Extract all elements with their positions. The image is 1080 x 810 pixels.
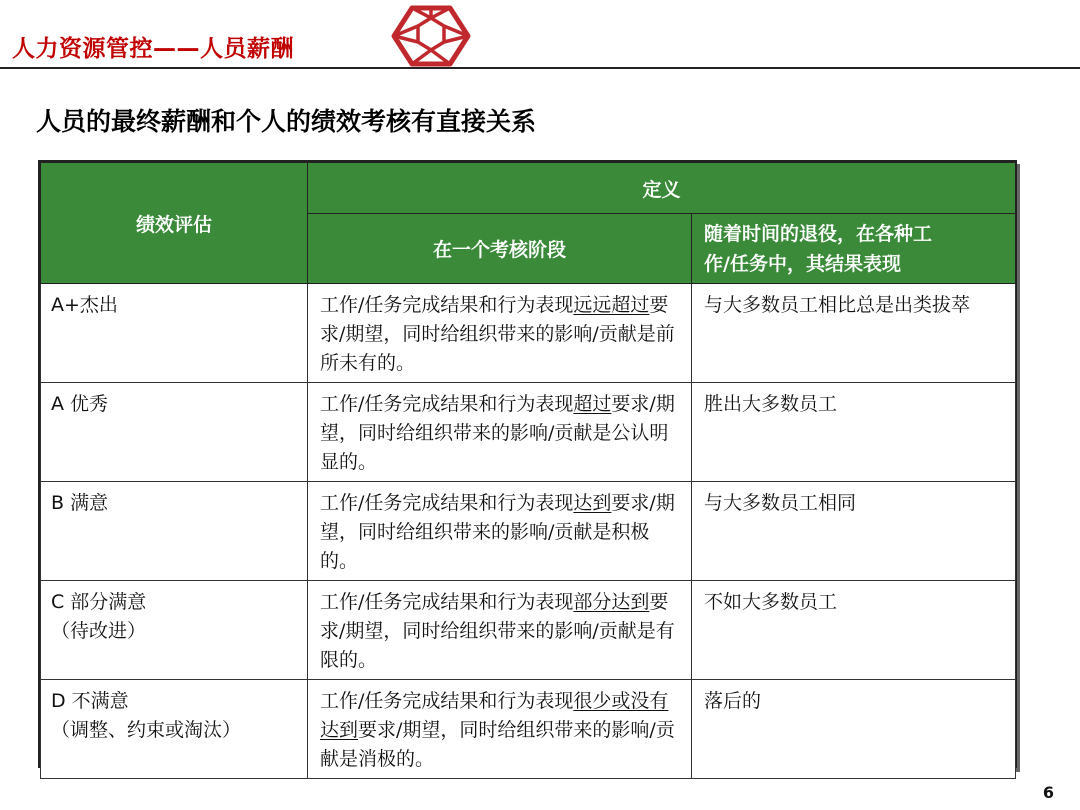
header-definition: 定义 [308,163,1016,214]
header-assessment-stage: 在一个考核阶段 [308,214,692,284]
table-row [41,581,1016,680]
stage-text: 工作/任务完成结果和行为表现 [320,591,574,613]
table-row [41,680,1016,779]
stage-cell [308,581,692,680]
stage-cell [308,680,692,779]
over-time-cell: 与大多数员工相比总是出类拔萃 [692,284,1016,383]
rating-cell [41,680,308,779]
stage-cell [308,482,692,581]
stage-text-end: 要求/期望，同时给组织带来的影响/贡献是前所未有的。 [320,294,675,374]
stage-emphasis: 超过 [573,393,612,415]
hexagon-cube-logo-icon [390,4,472,68]
stage-emphasis: 很少或没有达到 [320,690,669,741]
stage-text-end: 要求/期望，同时给组织带来的影响/贡献是积极的。 [320,492,675,572]
stage-text: 工作/任务完成结果和行为表现 [320,492,574,514]
stage-text-end: 要求/期望，同时给组织带来的影响/贡献是有限的。 [320,591,675,671]
rating-label: D 不满意 [51,690,129,712]
stage-cell [308,284,692,383]
rating-label: A 优秀 [51,393,109,415]
header-over-time-line2: 作/任务中，其结果表现 [704,252,901,275]
rating-cell [41,482,308,581]
stage-emphasis: 达到 [573,492,612,514]
performance-table-frame [38,160,1017,768]
table-row [41,482,1016,581]
over-time-cell: 与大多数员工相同 [692,482,1016,581]
rating-label: B 满意 [51,492,109,514]
rating-cell [41,284,308,383]
rating-note: （调整、约束或淘汰） [51,719,242,741]
over-time-cell: 不如大多数员工 [692,581,1016,680]
stage-text-end: 要求/期望，同时给组织带来的影响/贡献是公认明显的。 [320,393,675,473]
header-over-time-line1: 随着时间的退役，在各种工 [704,222,933,245]
stage-cell [308,383,692,482]
stage-emphasis: 部分达到 [573,591,650,613]
rating-note: （待改进） [51,620,147,642]
stage-emphasis: 远远超过 [573,294,650,316]
header-divider [0,67,1080,69]
over-time-cell: 胜出大多数员工 [692,383,1016,482]
performance-definition-table [40,162,1016,779]
slide-subtitle: 人员的最终薪酬和个人的绩效考核有直接关系 [36,107,537,136]
rating-cell [41,581,308,680]
stage-text: 工作/任务完成结果和行为表现 [320,294,574,316]
stage-text-end: 要求/期望，同时给组织带来的影响/贡献是消极的。 [320,719,675,770]
table-row [41,284,1016,383]
stage-text: 工作/任务完成结果和行为表现 [320,393,574,415]
page-number: 6 [1042,783,1054,802]
rating-cell [41,383,308,482]
rating-label: A+杰出 [51,294,118,316]
header-over-time [692,214,1016,284]
table-row [41,383,1016,482]
stage-text: 工作/任务完成结果和行为表现 [320,690,574,712]
over-time-cell: 落后的 [692,680,1016,779]
header-rating: 绩效评估 [41,163,308,284]
rating-label: C 部分满意 [51,591,147,613]
slide-section-title: 人力资源管控——人员薪酬 [12,36,294,62]
